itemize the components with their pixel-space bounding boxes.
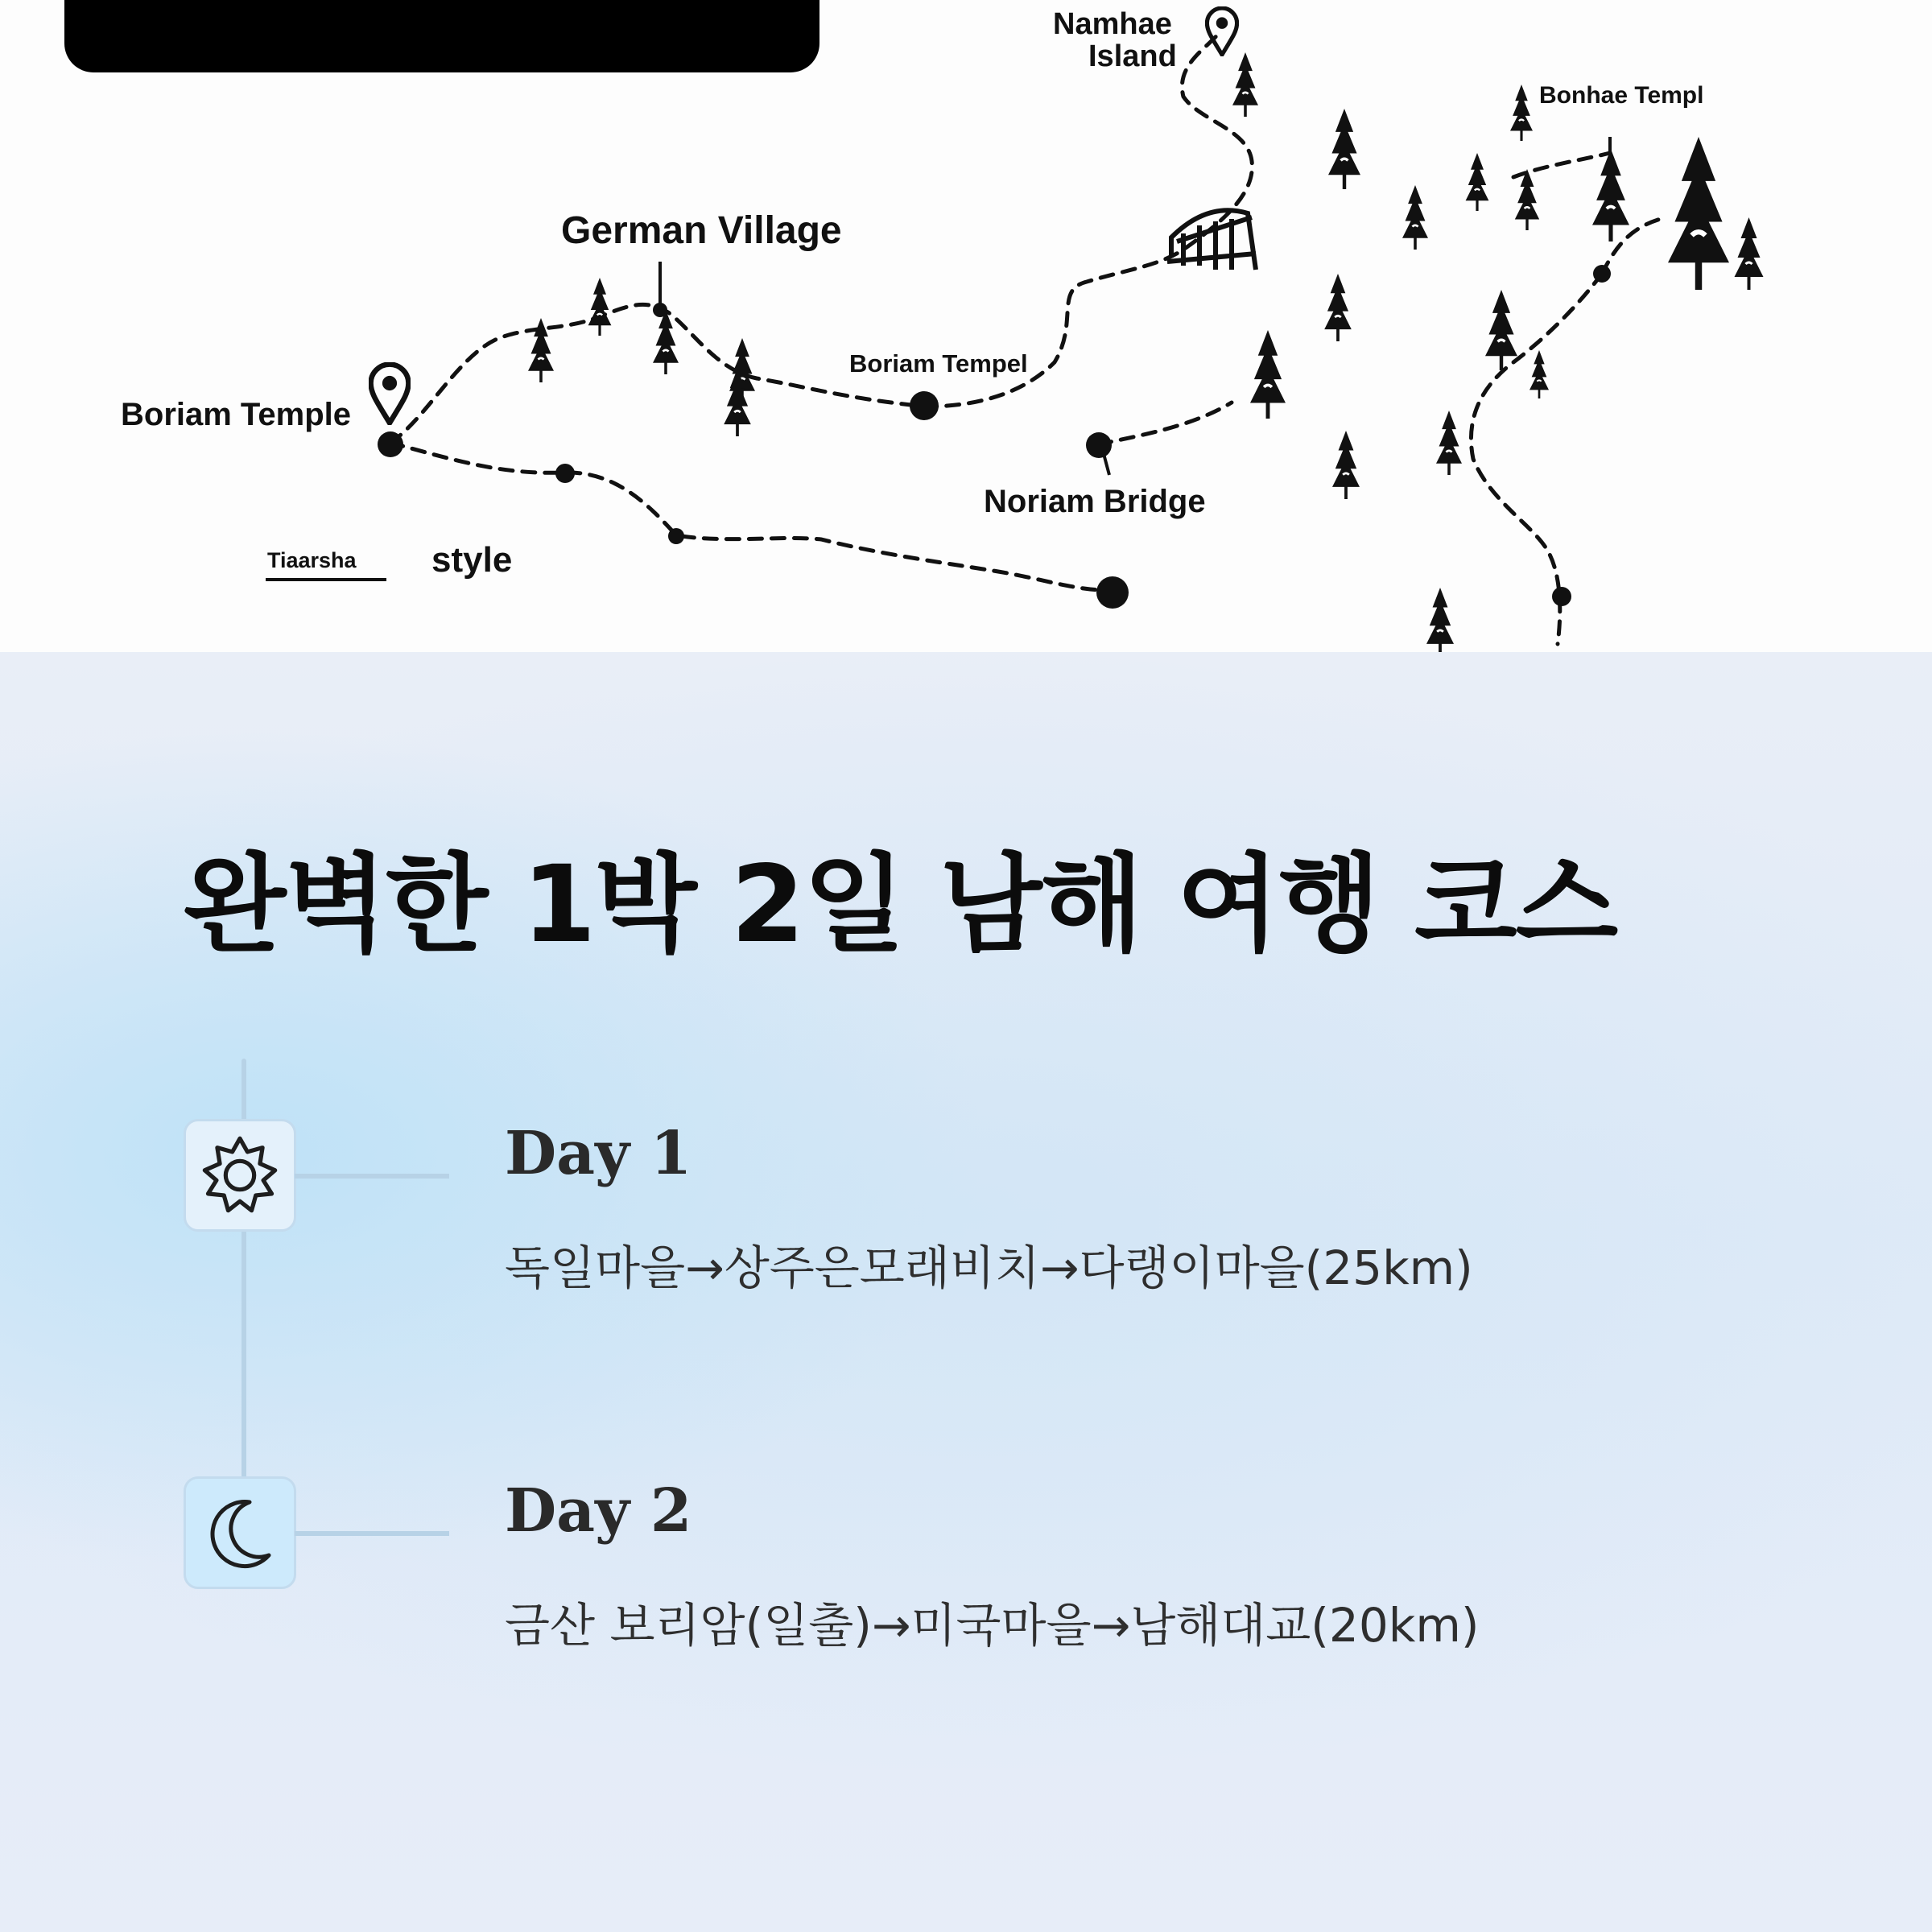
day1-icon-box	[184, 1119, 296, 1232]
label-style: style	[431, 540, 513, 580]
location-pin-icon	[371, 365, 409, 423]
route-path-bonhae	[1513, 153, 1666, 274]
label-namhae-island-line2: Island	[1088, 39, 1177, 73]
day2-title: Day 2	[505, 1476, 692, 1546]
label-noriam-bridge: Noriam Bridge	[984, 484, 1206, 519]
moon-icon	[200, 1492, 280, 1573]
day2-icon-box	[184, 1476, 296, 1589]
page-title: 완벽한 1박 2일 남해 여행 코스	[184, 843, 1617, 967]
tree-icons	[528, 52, 1764, 652]
label-bonhae-temple: Bonhae Templ	[1539, 82, 1704, 109]
map-stop-noriam-bridge	[1086, 432, 1112, 458]
map-stop	[555, 464, 575, 483]
caption-box	[64, 0, 819, 72]
day2-route: 금산 보리암(일출)→미국마을→남해대교(20km)	[505, 1598, 1480, 1653]
sun-icon	[198, 1133, 282, 1217]
day2-connector	[295, 1531, 449, 1536]
bridge-icon	[1167, 210, 1256, 270]
map-stop	[1096, 576, 1129, 609]
label-boriam-temple: Boriam Temple	[121, 397, 351, 432]
itinerary-panel	[0, 652, 1932, 1932]
day1-connector	[295, 1174, 449, 1179]
label-boriam-tempel: Boriam Tempel	[849, 349, 1028, 378]
day1-route: 독일마을→상주은모래비치→다랭이마을(25km)	[505, 1241, 1473, 1295]
map-stop	[1552, 587, 1571, 606]
map-stop-boriam-tempel	[910, 391, 939, 420]
route-map	[0, 0, 1932, 652]
label-german-village: German Village	[561, 209, 842, 252]
day1-title: Day 1	[505, 1119, 692, 1188]
label-signature: Tiaarsha	[267, 548, 357, 572]
route-map-illustration	[0, 0, 1932, 652]
map-stop	[1593, 265, 1611, 283]
label-namhae-island-line1: Namhae	[1053, 7, 1172, 41]
map-stop	[668, 528, 684, 544]
map-stop-boriam-temple	[378, 431, 403, 457]
location-pin-icon	[1207, 8, 1236, 55]
